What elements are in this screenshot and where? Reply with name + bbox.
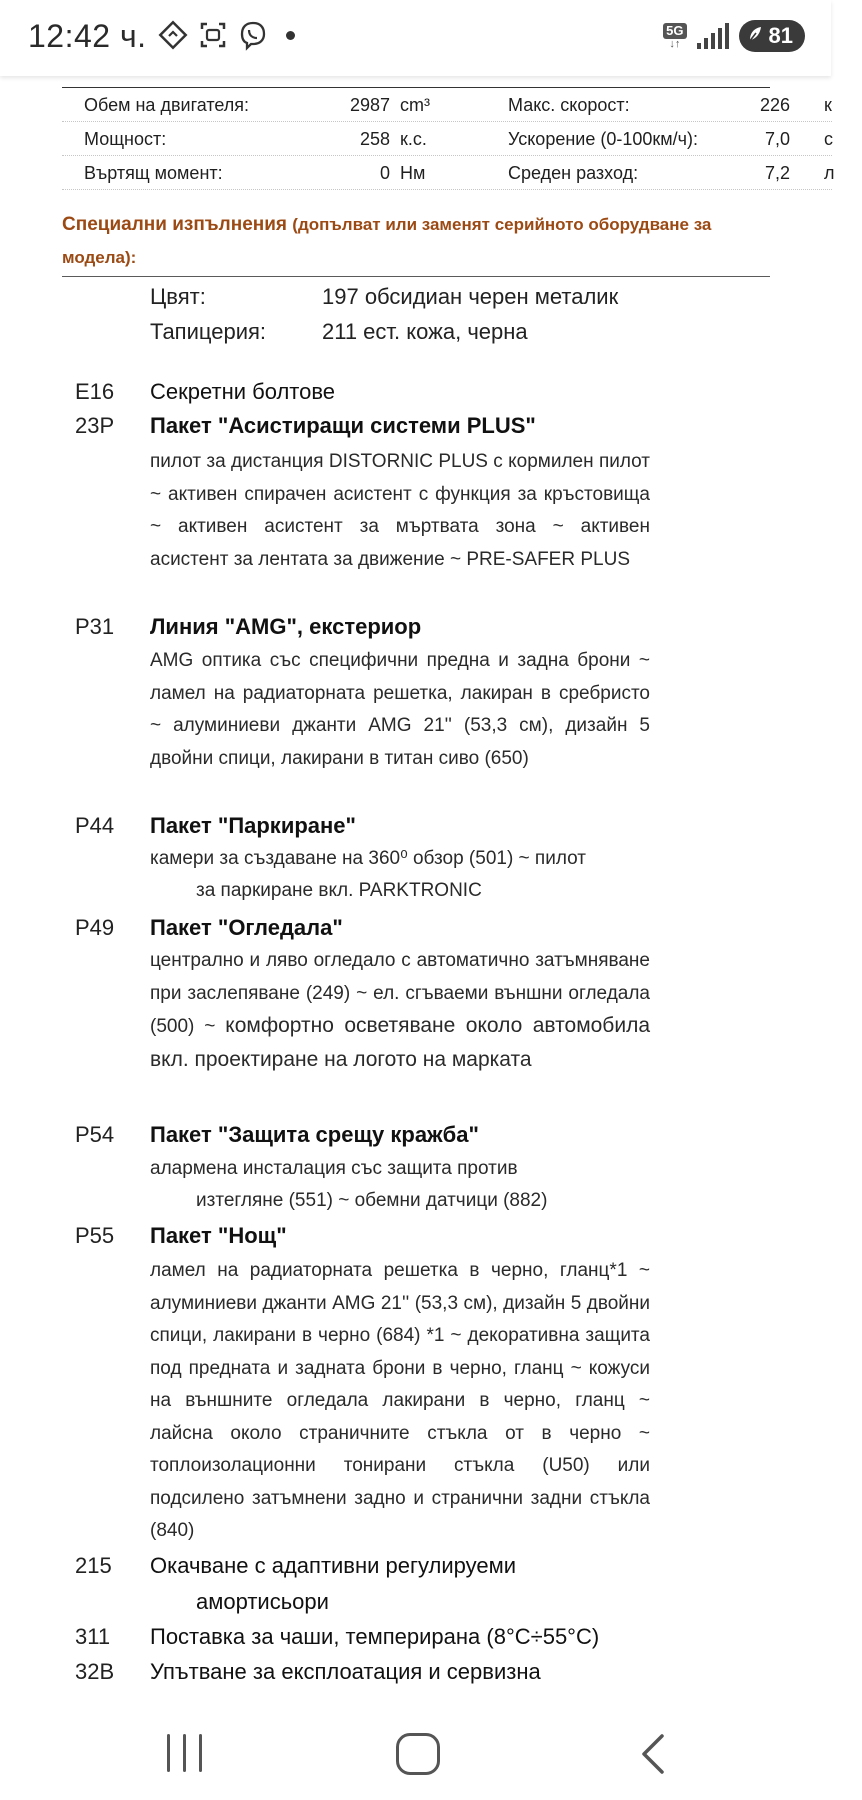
description-line: алармена инсталация със защита против: [150, 1158, 518, 1179]
option-title: амортисьори: [196, 1589, 329, 1614]
spec-value: 2987: [349, 95, 390, 115]
spec-label: Въртящ момент:: [84, 163, 223, 183]
more-notifications-dot: [286, 31, 295, 40]
option-code: 311: [75, 1624, 111, 1649]
spec-label: Макс. скорост:: [508, 95, 630, 115]
special-subtitle: (допълват или заменят серийното оборудване за: [292, 215, 712, 234]
special-title: Специални изпълнения: [62, 214, 288, 235]
option-code: P31: [75, 614, 115, 639]
spec-row: [62, 88, 832, 122]
network-type: 5G: [663, 23, 686, 39]
divider: [62, 276, 770, 277]
description-line: камери за създаване на 360⁰ обзор (501) ~ пилот: [150, 848, 586, 869]
option-code: P55: [75, 1223, 115, 1248]
description-text: комфортно осветяване около автомобила вкл. проектиране на логото на марката: [150, 1014, 651, 1071]
option-title: Пакет "Асистиращи системи PLUS": [150, 413, 536, 438]
description-line: изтегляне (551) ~ обемни датчици (882): [196, 1190, 548, 1211]
spec-unit: к: [824, 95, 832, 115]
spec-unit: к.с.: [400, 129, 427, 149]
option-description: ламел на радиаторната решетка в черно, гланц*1 ~ алуминиеви джанти AMG 21'' (53,3 см), дизайн 5 двойни спици, лакирани в черно (684) *1 ~ декоративна защита под предната и задната брони в черно, гланц ~ кожуси на външните огледала лакирани в черно, гланц ~ лайсна около страничните стъкла от в черно ~ топлоизолационни тонирани стъкла (U50) или подсилено затъмнени задно и странични задни стъкла (840): [150, 1260, 650, 1541]
description-line: за паркиране вкл. PARKTRONIC: [196, 880, 482, 901]
option-description: AMG оптика със специфични предна и задна брони ~ ламел на радиаторната решетка, лакиран в сребристо ~ алуминиеви джанти AMG 21'' (53,3 см), дизайн 5 двойни спици, лакирани в титан сиво (650): [150, 650, 650, 769]
battery-level: 81: [768, 23, 793, 48]
option-description: [150, 945, 650, 1077]
battery-indicator: [739, 20, 805, 52]
option-title: Линия "AMG", екстериор: [150, 614, 422, 639]
option-title: Пакет "Огледала": [150, 915, 343, 940]
option-title: Пакет "Паркиране": [150, 813, 356, 838]
option-title: Пакет "Защита срещу кражба": [150, 1122, 479, 1147]
option-code: P44: [75, 813, 115, 838]
option-description: пилот за дистанция DISTORNIC PLUS с кормилен пилот ~ активен спирачен асистент с функция за кръстовища ~ активен асистент за мъртвата зона ~ активен асистент за лентата за движение ~ PRE-SAFER PLUS: [150, 451, 650, 570]
home-button[interactable]: [396, 1733, 440, 1775]
option-title: Поставка за чаши, темперирана (8°C÷55°C): [150, 1624, 600, 1649]
clock: 12:42 ч.: [28, 18, 147, 54]
spec-label: Обем на двигателя:: [84, 95, 250, 115]
spec-label: Ускорение (0-100км/ч):: [508, 129, 699, 149]
spec-value: 258: [359, 129, 390, 149]
special-subtitle-tail: модела):: [62, 248, 137, 267]
signal-strength-icon: [697, 23, 729, 49]
spec-unit: Нм: [400, 163, 426, 183]
spec-unit: с: [824, 129, 833, 149]
status-bar: [0, 0, 831, 76]
recent-apps-button[interactable]: [167, 1734, 203, 1772]
spec-value: 226: [759, 95, 790, 115]
option-description: [150, 843, 670, 907]
upholstery-value: 211 ест. кожа, черна: [322, 319, 528, 344]
navigation-diamond-icon: [158, 20, 188, 50]
option-title: Окачване с адаптивни регулируеми: [150, 1553, 517, 1578]
option-code: 215: [75, 1553, 112, 1578]
description-text: централно и ляво огледало с автоматично затъмняване при заслепяване (249) ~ ел. сгъваеми външни огледала (500) ~: [150, 950, 650, 1037]
option-code: P54: [75, 1122, 115, 1147]
spec-label: Мощност:: [84, 129, 167, 149]
option-title: Упътване за експлоатация и сервизна: [150, 1659, 541, 1684]
option-code: P49: [75, 915, 115, 940]
spec-unit: cm³: [400, 95, 430, 115]
special-options-heading: [62, 208, 774, 274]
spec-label: Среден разход:: [508, 163, 639, 183]
screenshot-icon: [198, 20, 228, 50]
option-title: Секретни болтове: [150, 379, 336, 404]
specs-table: [62, 88, 862, 190]
spec-value: 7,2: [764, 163, 790, 183]
option-code: 32B: [75, 1659, 115, 1684]
viber-icon: [238, 20, 268, 50]
color-label: Цвят:: [150, 284, 206, 309]
navigation-bar: [0, 1700, 831, 1800]
data-arrows-icon: ↓↑: [669, 38, 681, 50]
color-value: 197 обсидиан черен металик: [322, 284, 619, 309]
spec-value: 0: [379, 163, 390, 183]
option-code: 23P: [75, 413, 115, 438]
upholstery-label: Тапицерия:: [150, 319, 267, 344]
option-code: E16: [75, 379, 115, 404]
spec-unit: л: [824, 163, 835, 183]
spec-row: [62, 156, 835, 190]
notification-icons: [158, 20, 295, 50]
battery-saver-icon: [747, 23, 763, 49]
back-button[interactable]: [636, 1734, 672, 1774]
option-title: Пакет "Нощ": [150, 1223, 287, 1248]
option-description: [150, 1153, 670, 1217]
network-indicator: [663, 23, 686, 49]
system-indicators: [663, 20, 805, 52]
spec-row: [62, 122, 832, 156]
spec-value: 7,0: [764, 129, 790, 149]
